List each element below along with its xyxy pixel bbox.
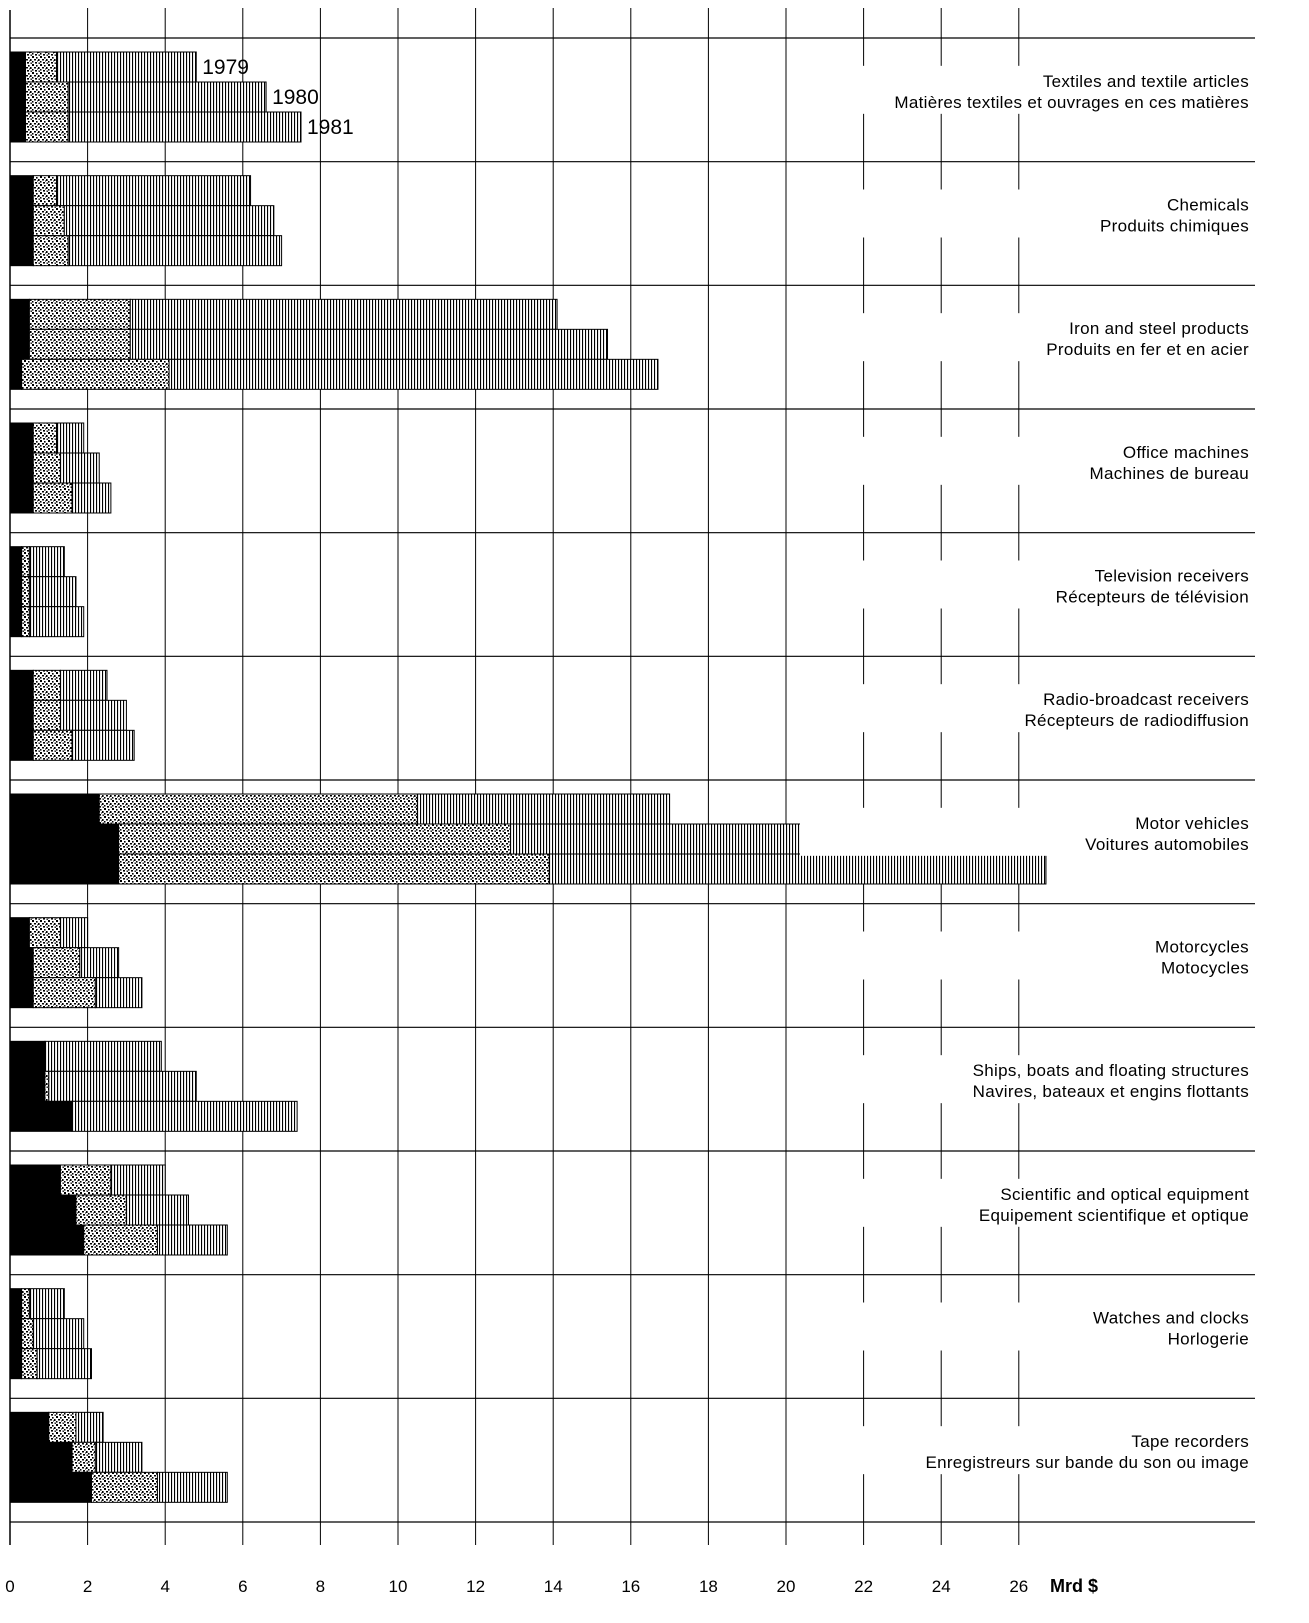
bar-segment [33,700,60,730]
bar-segment [33,730,72,760]
x-tick-label: 6 [238,1577,248,1596]
bar-segment [10,1319,22,1349]
category-label-en: Ships, boats and floating structures [972,1061,1249,1081]
bar-segment [10,483,33,513]
bar-segment [22,1319,34,1349]
bar-segment [72,1101,297,1131]
x-tick-label: 0 [5,1577,15,1596]
bar-segment [37,1349,91,1379]
bar-segment [57,423,84,453]
bar-segment [29,329,130,359]
bar-segment [26,52,57,82]
category-label-fr: Machines de bureau [1089,463,1249,483]
x-axis-unit-label: Mrd $ [1050,1576,1099,1596]
bar-segment [33,423,56,453]
bar-segment [10,1101,72,1131]
bar-segment [10,1349,22,1379]
x-axis [5,1576,1098,1596]
bar-segment [10,918,29,948]
bar-segment [29,1289,64,1319]
bar-segment [22,577,30,607]
bar-segment [57,176,251,206]
category-label-fr: Voitures automobiles [1085,834,1249,854]
category-label-fr: Equipement scientifique et optique [978,1205,1249,1225]
bar-segment [72,730,134,760]
bar-segment [10,1165,60,1195]
bar-segment [60,918,87,948]
bar-segment [10,176,33,206]
bar-segment [22,359,169,389]
bar-segment [22,1289,30,1319]
bar-segment [130,329,607,359]
bar-segment [60,700,126,730]
bar-segment [91,1472,157,1502]
bar-segment [22,607,30,637]
bar-segment [49,1071,196,1101]
bar-segment [33,948,80,978]
bar-segment [33,1319,83,1349]
bar-segment [10,52,26,82]
bar-segment [10,1195,76,1225]
bar-segment [22,1349,38,1379]
bar-segment [10,730,33,760]
x-tick-label: 10 [388,1577,408,1596]
bar-segment [29,299,130,329]
bar-segment [60,1165,110,1195]
x-tick-label: 22 [854,1577,874,1596]
x-tick-label: 24 [931,1577,951,1596]
bar-segment [10,824,119,854]
bar-segment [29,918,60,948]
bar-segment [99,794,417,824]
bar-segment [80,948,119,978]
bar-segment [10,453,33,483]
bar-segment [10,1472,91,1502]
bar-segment [95,1442,142,1472]
bar-segment [10,359,22,389]
bar-segment [76,1412,103,1442]
bar-segment [549,854,1046,884]
category-label-en: Scientific and optical equipment [1000,1184,1249,1204]
category-label-en: Radio-broadcast receivers [1043,690,1249,710]
bar-segment [10,1041,45,1071]
category-label-en: Office machines [1122,442,1249,462]
bar-segment [119,824,511,854]
labels-layer [202,56,1252,1474]
bar-segment [10,978,33,1008]
bar-segment [33,176,56,206]
category-label-en: Motorcycles [1155,937,1249,957]
bar-segment [33,978,95,1008]
bar-segment [33,236,68,266]
bar-segment [95,978,142,1008]
bar-segment [45,1041,161,1071]
x-tick-label: 16 [621,1577,641,1596]
bar-segment [33,453,60,483]
bar-segment [417,794,669,824]
bar-segment [10,1071,45,1101]
category-label-en: Tape recorders [1131,1432,1249,1452]
bar-segment [10,206,33,236]
bar-segment [33,670,60,700]
bar-segment [22,547,30,577]
bar-segment [72,1442,95,1472]
bar-segment [84,1225,158,1255]
bar-segment [10,948,33,978]
bar-segment [45,1071,49,1101]
bar-segment [33,483,72,513]
bar-segment [64,206,274,236]
bar-segment [10,236,33,266]
bar-segment [49,1412,76,1442]
bar-segment [68,236,281,266]
bar-segment [157,1472,227,1502]
category-label-fr: Motocycles [1160,958,1249,978]
bar-segment [10,423,33,453]
bar-segment [126,1195,188,1225]
bar-segment [10,607,22,637]
x-tick-label: 20 [776,1577,796,1596]
bar-segment [157,1225,227,1255]
year-label-1979: 1979 [202,56,249,79]
category-label-fr: Produits chimiques [1099,216,1249,236]
x-tick-label: 8 [315,1577,326,1596]
bar-segment [10,299,29,329]
x-tick-label: 14 [543,1577,563,1596]
bar-segment [68,112,301,142]
bar-segment [10,794,99,824]
year-label-1980: 1980 [272,86,319,109]
bar-segment [26,82,69,112]
bar-segment [10,1442,72,1472]
category-label-fr: Enregistreurs sur bande du son ou image [925,1453,1249,1473]
category-label-fr: Horlogerie [1167,1329,1249,1349]
bar-segment [10,1225,84,1255]
bar-segment [111,1165,165,1195]
category-label-fr: Matières textiles et ouvrages en ces matières [894,92,1249,112]
bar-segment [130,299,557,329]
bar-segment [10,670,33,700]
x-tick-label: 2 [82,1577,93,1596]
bar-segment [10,700,33,730]
x-tick-label: 12 [466,1577,486,1596]
bar-segment [10,1289,22,1319]
bar-segment [10,329,29,359]
bar-segment [60,453,99,483]
category-label-en: Television receivers [1094,566,1249,586]
x-tick-label: 4 [160,1577,170,1596]
year-label-1981: 1981 [307,116,354,139]
category-label-fr: Récepteurs de télévision [1055,587,1249,607]
category-label-fr: Récepteurs de radiodiffusion [1024,711,1249,731]
bar-segment [119,854,550,884]
category-label-en: Iron and steel products [1069,319,1249,339]
bar-segment [10,577,22,607]
bar-segment [29,607,83,637]
bar-segment [26,112,69,142]
bar-segment [29,577,76,607]
bar-segment [29,547,64,577]
category-label-fr: Produits en fer et en acier [1046,340,1249,360]
bar-segment [57,52,197,82]
x-tick-label: 18 [698,1577,718,1596]
category-label-en: Watches and clocks [1093,1308,1249,1328]
bar-segment [169,359,658,389]
category-label-en: Motor vehicles [1135,813,1249,833]
bar-segment [68,82,266,112]
bar-segment [10,82,26,112]
category-label-en: Chemicals [1166,195,1249,215]
bar-segment [10,112,26,142]
bar-segment [33,206,64,236]
x-tick-label: 26 [1009,1577,1029,1596]
bar-segment [76,1195,126,1225]
bar-segment [72,483,111,513]
bar-segment [60,670,107,700]
bar-segment [10,854,119,884]
category-label-fr: Navires, bateaux et engins flottants [972,1082,1249,1102]
category-label-en: Textiles and textile articles [1042,71,1249,91]
bar-segment [10,1412,49,1442]
bar-segment [10,547,22,577]
